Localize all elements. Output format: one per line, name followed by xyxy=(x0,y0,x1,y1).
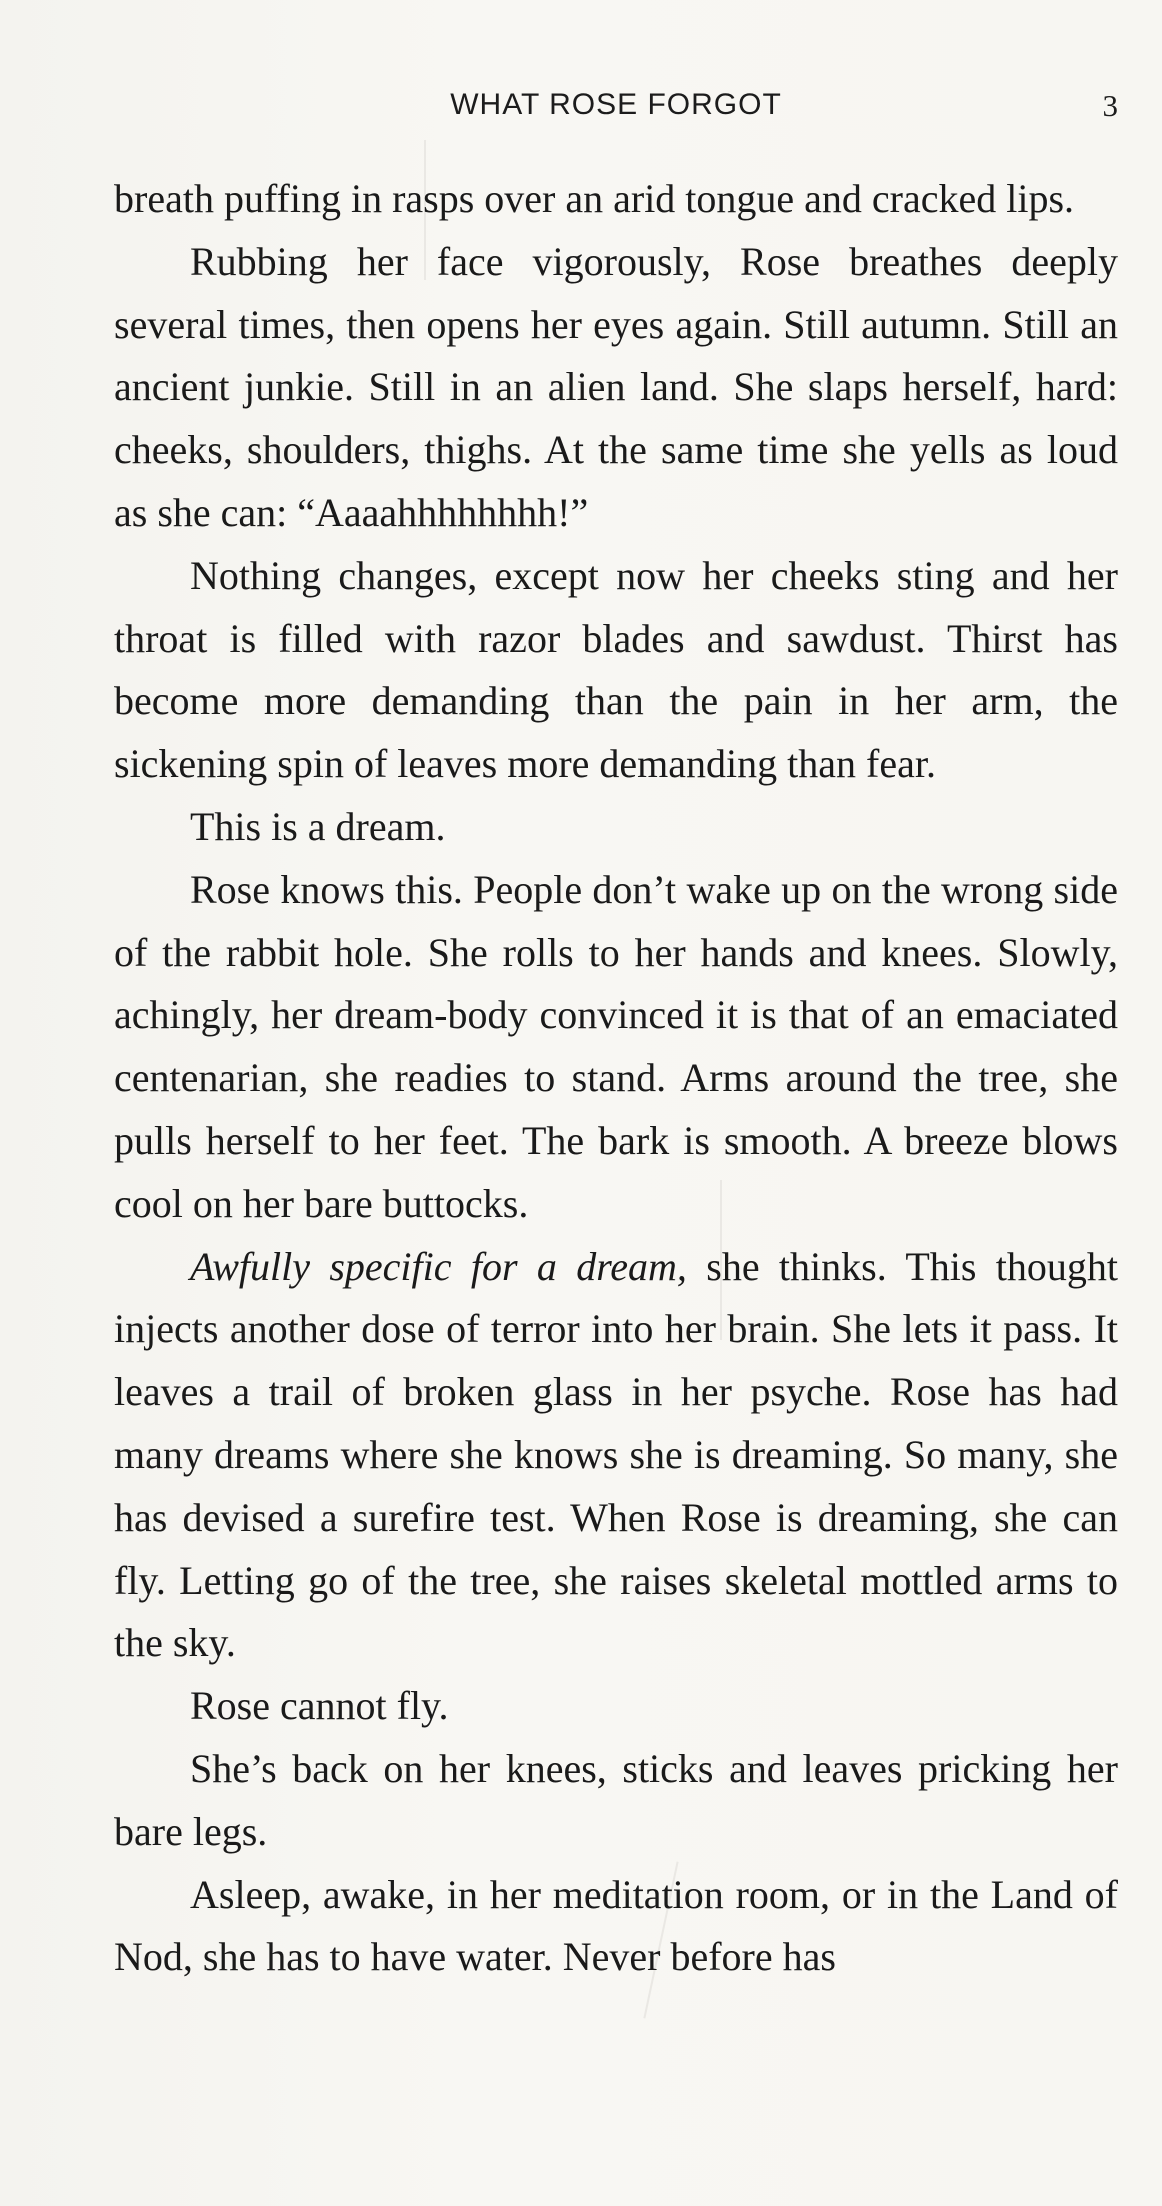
running-head xyxy=(114,88,1118,128)
page-number: 3 xyxy=(1102,88,1118,123)
paragraph-text: she thinks. This thought injects another dose of terror into her brain. She lets it pass. It leaves a trail of broken glass in her psyche. Rose has had many dreams where she knows she is dreaming. So many, she has devised a surefire test. When Rose is dreaming, she can fly. Letting go of the tree, she raises skeletal mottled arms to the sky. xyxy=(114,1243,1118,1666)
paragraph: breath puffing in rasps over an arid tongue and cracked lips. xyxy=(114,176,1075,221)
paragraph: Nothing changes, except now her cheeks sting and her throat is filled with razor blades and sawdust. Thirst has become more demanding than the pain in her arm, the sickening spin of leaves more demanding than fear. xyxy=(114,552,1118,787)
body-text xyxy=(114,168,1118,1989)
paragraph: Rubbing her face vigorously, Rose breathes deeply several times, then opens her eyes again. Still autumn. Still an ancient junkie. Still in an alien land. She slaps herself, hard: cheeks, shoulders, thighs. At the same time she yells as loud as she can: “Aaaahhhhhhhh!” xyxy=(114,238,1118,535)
italic-phrase: Awfully specific for a dream, xyxy=(190,1243,687,1289)
paragraph: Rose cannot fly. xyxy=(190,1683,449,1729)
running-title: WHAT ROSE FORGOT xyxy=(450,88,782,121)
paragraph: She’s back on her knees, sticks and leaves pricking her bare legs. xyxy=(114,1745,1118,1854)
paragraph xyxy=(114,1236,1118,1676)
paragraph: This is a dream. xyxy=(190,803,446,849)
paragraph: Asleep, awake, in her meditation room, or in the Land of Nod, she has to have water. Never before has xyxy=(114,1871,1118,1980)
paragraph: Rose knows this. People don’t wake up on the wrong side of the rabbit hole. She rolls to her hands and knees. Slowly, achingly, her dream-body convinced it is that of an emaciated centenarian, she readies to stand. Arms around the tree, she pulls herself to her feet. The bark is smooth. A breeze blows cool on her bare buttocks. xyxy=(114,866,1118,1226)
